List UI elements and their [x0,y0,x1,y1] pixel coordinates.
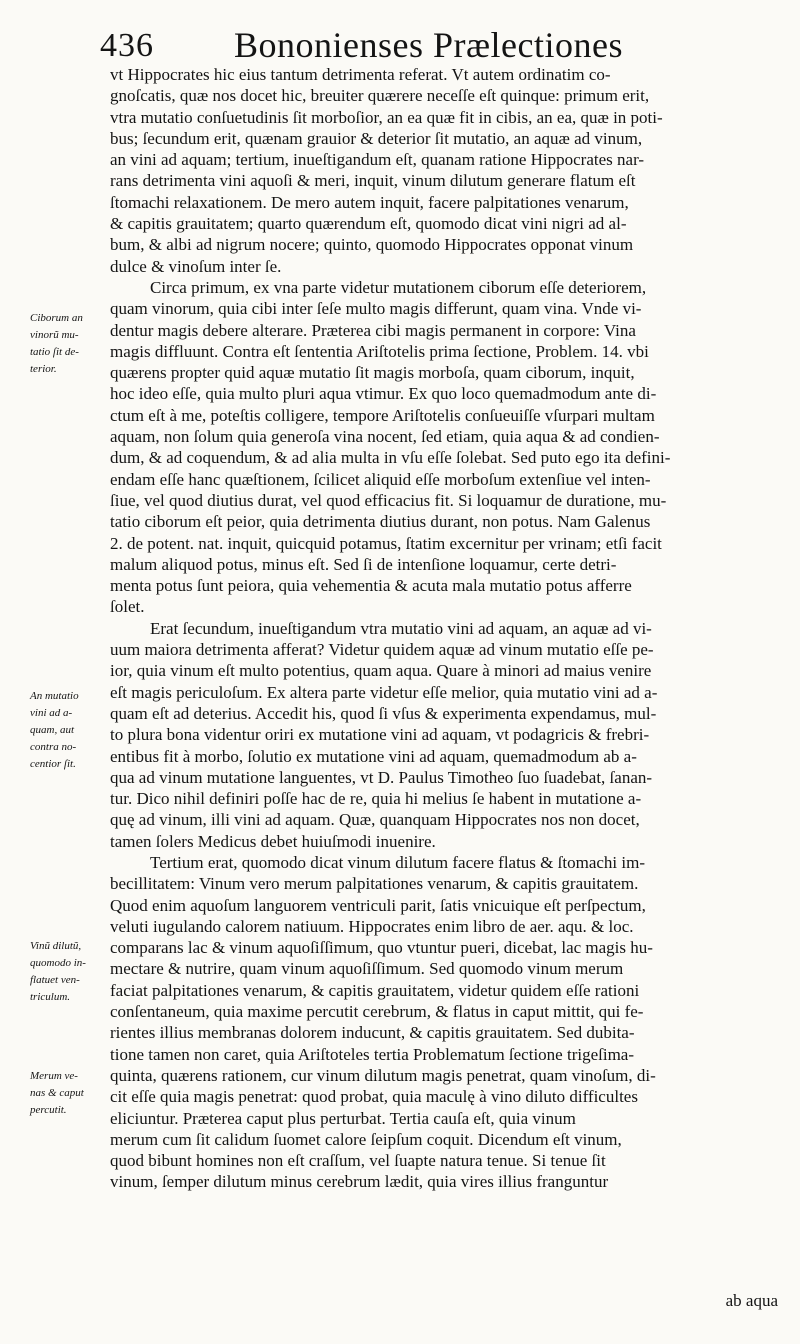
text-line: bus; ſecundum erit, quænam grauior & deterior ſit mutatio, an aquæ ad vinum, [110,128,643,148]
text-line: an vini ad aquam; tertium, inueſtigandum eſt, quanam ratione Hippocrates nar- [110,150,645,170]
text-line: faciat palpitationes venarum, & capitis grauitatem, videtur quidem eſſe rationi [110,980,640,1000]
margin-note: An mutatio vini ad a- quam, aut contra no- centior ſit. [30,690,79,770]
text-line: dentur magis debere alterare. Præterea cibi magis permanent in corpore: Vina [110,320,636,340]
text-line: quam vinorum, quia cibi inter ſeſe multo magis differunt, quam vina. Vnde vi- [110,299,642,319]
text-line: to plura bona videntur oriri ex mutatione vini ad aquam, vt podagricis & frebri- [110,725,650,745]
text-line: dulce & vinoſum inter ſe. [110,256,282,276]
text-line: 2. de potent. nat. inquit, quicquid potamus, ſtatim excernitur per vrinam; etſi facit [110,533,662,553]
text-line: vinum, ſemper dilutum minus cerebrum lædit, quia vires illius franguntur [110,1172,609,1192]
text-line: ctum eſt à me, poteſtis colligere, tempore Ariſtotelis conſueuiſſe vſurpari multam [110,405,655,425]
text-line: menta potus ſunt peiora, quia vehementia & acuta mala mutatio potus afferre [110,576,632,596]
page-number: 436 [100,27,154,64]
text-line: cit eſſe quia magis penetrat: quod probat, quia maculę à vino diluto difficultes [110,1087,638,1107]
text-line: vt Hippocrates hic eius tantum detrimenta referat. Vt autem ordinatim co- [110,65,611,84]
text-line: veluti iugulando calorem natiuum. Hippocrates enim libro de aer. aqu. & loc. [110,916,634,936]
text-line: quę ad vinum, illi vini ad aquam. Quæ, quanquam Hippocrates nos non docet, [110,810,640,830]
text-line: aquam, non ſolum quia generoſa vina nocent, ſed etiam, quia aqua & ad condien- [110,427,660,447]
margin-note: Vinũ dilutũ, quomodo in- flatuet ven- triculum. [30,940,86,1003]
text-line: Circa primum, ex vna parte videtur mutationem ciborum eſſe deteriorem, [150,277,647,297]
catchword: ab aqua [725,1291,778,1310]
text-line: quinta, quærens rationem, cur vinum dilutum magis penetrat, quam vinoſum, di- [110,1065,656,1085]
text-line: conſentaneum, quia maxime percutit cerebrum, & flatus in caput mittit, qui fe- [110,1002,644,1022]
text-line: Erat ſecundum, inueſtigandum vtra mutatio vini ad aquam, an aquæ ad vi- [150,618,652,638]
text-line: vtra mutatio conſuetudinis ſit morboſior, an ea quæ fit in cibis, an ea, quæ in poti- [110,107,663,127]
margin-note: Merum ve- nas & caput percutit. [30,1070,84,1116]
margin-note: Ciborum an vinorũ mu- tatio ſit de- terior. [30,312,83,375]
text-line: uum maiora detrimenta afferat? Videtur quidem aquæ ad vinum mutatio eſſe pe- [110,640,654,660]
text-line: rans detrimenta vini aquoſi & meri, inquit, vinum dilutum generare flatum eſt [110,171,636,191]
text-line: comparans lac & vinum aquoſiſſimum, quo vtuntur pueri, dicebat, lac magis hu- [110,938,653,958]
text-line: rientes illius membranas dolorem inducunt, & capitis grauitatem. Sed dubita- [110,1023,635,1043]
text-line: tione tamen non caret, quia Ariſtoteles tertia Problematum ſectione trigeſima- [110,1044,634,1064]
running-title: Bononienses Prælectiones [234,25,623,65]
text-line: & capitis grauitatem; quarto quærendum eſt, quomodo dicat vini nigri ad al- [110,214,627,234]
text-line: ior, quia vinum eſt multo potentius, quam aqua. Quare à minori ad maius venire [110,661,652,681]
text-line: ſiue, vel quod diutius durat, vel quod efficacius fit. Si loquamur de duratione, mu- [110,490,667,510]
text-line: Tertium erat, quomodo dicat vinum dilutum facere flatus & ſtomachi im- [150,852,645,872]
text-line: quod bibunt homines non eſt craſſum, vel ſuapte natura tenue. Si tenue ſit [110,1151,606,1171]
text-line: eliciuntur. Præterea caput plus perturbat. Tertia cauſa eſt, quia vinum [110,1108,576,1128]
text-line: bum, & albi ad nigrum nocere; quinto, quomodo Hippocrates opponat vinum [110,235,634,255]
text-line: Quod enim aquoſum languorem ventriculi parit, ſatis vnicuique eſt perſpectum, [110,895,646,915]
text-line: ſolet. [110,597,145,617]
text-line: ſtomachi relaxationem. De mero autem inquit, facere palpitationes venarum, [110,192,629,212]
text-line: merum cum ſit calidum ſuomet calore ſeipſum coquit. Dicendum eſt vinum, [110,1129,622,1149]
text-line: tur. Dico nihil definiri poſſe hac de re, quia hi melius ſe habent in mutatione a- [110,789,642,809]
text-line: tatio ciborum eſt peior, quia detrimenta diutius durant, non potus. Nam Galenus [110,512,651,532]
text-line: mectare & nutrire, quam vinum aquoſiſſimum. Sed quomodo vinum merum [110,959,624,979]
text-line: qua ad vinum mutatione languentes, vt D. Paulus Timotheo ſuo ſuadebat, ſanan- [110,767,653,787]
text-line: quærens propter quid aquæ mutatio ſit magis morboſa, quam ciborum, inquit, [110,363,635,383]
text-line: quam eſt ad deterius. Accedit his, quod ſi vſus & experimenta expendamus, mul- [110,703,657,723]
text-line: dum, & ad coquendum, & ad alia multa in vſu eſſe ſolebat. Sed puto ego ita defini- [110,448,671,468]
text-line: eſt magis periculoſum. Ex altera parte videtur eſſe melior, quia mutatio vini ad a- [110,682,658,702]
text-line: malum aliquod potus, minus eſt. Sed ſi de intenſione loquamur, certe detri- [110,554,617,574]
text-line: gnoſcatis, quæ nos docet hic, breuiter quærere neceſſe eſt quinque: primum erit, [110,86,650,106]
body-text [110,64,775,1193]
text-line: endam eſſe hanc quæſtionem, ſcilicet aliquid eſſe morboſum extenſiue vel inten- [110,469,651,489]
text-line: tamen ſolers Medicus debet huiuſmodi inuenire. [110,831,436,851]
text-line: becillitatem: Vinum vero merum palpitationes venarum, & capitis grauitatem. [110,874,639,894]
page-header [0,12,800,72]
text-line: entibus fit à morbo, ſolutio ex mutatione vini ad aquam, quemadmodum ab a- [110,746,637,766]
text-line: magis diffluunt. Contra eſt ſententia Ariſtotelis prima ſectione, Problem. 14. vbi [110,341,649,361]
text-line: hoc ideo eſſe, quia multo pluri aqua vtimur. Ex quo loco quemadmodum ante di- [110,384,657,404]
